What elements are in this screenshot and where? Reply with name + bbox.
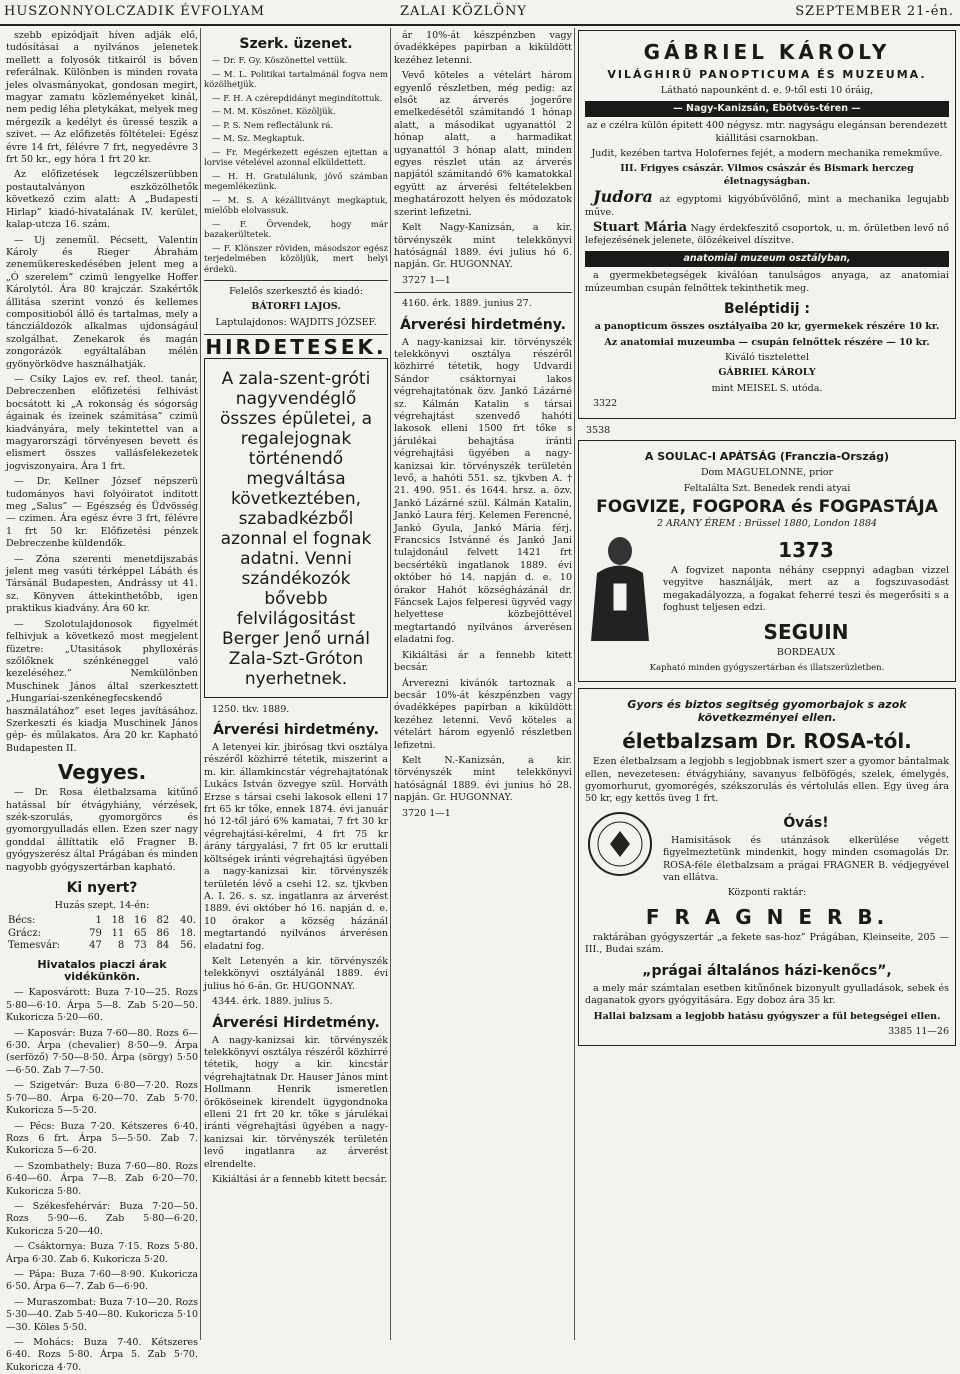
paragraph: Az előfizetések legczélszerübben postautalványon eszközölhetők következő czim alatt: A „Budapesti Hirlap” kiadó-hivatalának IV. kerület, kalap-utcza 16. szám. [6, 169, 198, 231]
column-2 [204, 30, 388, 1340]
ad-brand: F R A G N E R B. [645, 904, 889, 929]
ad-box-inn [204, 358, 388, 698]
editor-name: BÁTORFI LAJOS. [251, 301, 341, 313]
market-item: — Muraszombat: Buza 7·10—20. Rozs 5·30—40. Zab 5·40—80. Kukoricza 5·10—30. Köles 5·50. [6, 1296, 198, 1333]
case-number: 3322 [593, 398, 618, 410]
table-row: Bécs: 1 18 16 82 40. [8, 915, 196, 927]
market-item: — Mohács: Buza 7·40. Kétszeres 6·40. Rozs 5·80. Árpa 5. Zab 5·70. Kukoricza 4·70. [6, 1337, 198, 1373]
ad-heading: „prágai általános házi-kenőcs”, [642, 962, 892, 979]
ad-product: FOGVIZE, FOGPORA és FOGPASTÁJA [596, 497, 938, 518]
column-divider [200, 28, 201, 1340]
ad-price: Az anatomiai muzeumba — csupán felnőttek részére — 10 kr. [604, 336, 930, 348]
ad-awards: 2 ARANY ÉREM : Brüssel 1880, London 1884 [656, 517, 878, 529]
case-number: 4344. érk. 1889. julius 5. [212, 996, 333, 1008]
paragraph: szebb epizódjait híven adják elő, tudósításai a nyilvános jelenetek mellett a folyosók titkairól is bőven referálnak. Különben is minden rovata jeles olvasmányokat, gondosan megirt, magyar zamatu közleményeket kinál, nem pedig léha pletykákat, melyek meg mérgezik a kedélyt és üressé teszik a szivet. — Az előfizetés föltételei: Egész évre 14 frt, félévre 7 frt, negyedévre 3 frt 50 kr., egy hóra 1 frt 20 kr. [6, 30, 198, 166]
case-number: 1250. tkv. 1889. [212, 703, 290, 715]
section-title-auction-2: Árverési Hirdetmény. [212, 1014, 380, 1031]
paragraph: Kikiáltási ár a fennebb kitett becsár. [394, 649, 572, 674]
case-number: 4160. érk. 1889. junius 27. [402, 298, 532, 310]
owner-line: Laptulajdonos: WAJDITS JÓZSEF. [215, 316, 377, 328]
column-3 [394, 30, 572, 1340]
ad-body [585, 533, 949, 662]
editor-messages [204, 56, 388, 275]
section-title-auction-1: Árverési hirdetmény. [213, 722, 379, 739]
list-item: — Dr. F. Gy. Köszönettel vettük. [212, 56, 348, 66]
ad-heading: Gyors és biztos segitség gyomorbajok s azok következményei ellen. [627, 698, 907, 724]
list-item: — H. H. Gratulálunk, jövő számban megemlékezünk. [204, 171, 388, 192]
ad-text: Stuart Mária Nagy érdekfeszitő csoportok, u. m. őrületben levő nő lefejezésének jelenete, ölözékeivel díszitve. [585, 220, 949, 247]
ad-highlight: Judora [593, 187, 653, 207]
ad-signature: GÁBRIEL KÁROLY [718, 367, 816, 379]
ad-body [585, 809, 949, 888]
ad-text: A zala-szent-gróti nagyvendéglő összes épületei, a regalejognak történendő megváltása következtében, szabadkézből azonnal el fognak adatni. Venni szándékozók bővebb felvilágositást Berger Jenő urnál Zala-Szt-Gróton nyerhetnek. [219, 368, 373, 689]
ad-text: mint MEISEL S. utóda. [711, 382, 823, 394]
paragraph: — Zóna szerenti menetdijszabás jelent meg vasúti térképpel Lábáth és Társánál Budapesten, Andrássy ut 41. sz. Könyven áttekinthetőbb, igen praktikus kiadvány. Ára 60 kr. [6, 553, 198, 615]
ad-highlight: Stuart Mária [593, 220, 688, 236]
list-item: — M. Sz. Megkaptuk. [212, 134, 305, 144]
ad-city: BORDEAUX [776, 646, 836, 658]
divider [204, 280, 388, 281]
ad-text: Kiváló tisztelettel [724, 351, 810, 363]
ad-text: Feltalálta Szt. Benedek rendi atyai [683, 482, 851, 494]
paragraph: A nagy-kanizsai kir. törvényszék telekkönyvi osztálya részéről közhirré tétetik, hogy a kir. kincstár végrehajtatnak Dr. Hauser János mint Hollmann Henrik ismeretlen örököseinek kirendelt ügygondnoka elleni 21 frt 20 kr. tőke s járulékai iránti végrehajtási ügyében a nagy-kanizsai kir. törvényszék területén levő ingatlanra az árverést elrendelte. [204, 1034, 388, 1170]
section-title-market-prices: Hivatalos piaczi árak vidékünkön. [37, 957, 167, 984]
list-item: — M. S. A kézállitványt megkaptuk, mielőbb elolvassuk. [204, 195, 388, 216]
section-title-hirdetesek: HIRDETESEK. [205, 335, 387, 360]
market-item: — Kaposvár: Buza 7·60—80. Rozs 6—6·30. Árpa (chevalier) 8·50—9. Árpa (serföző) 7·50—8·50. Árpa (sörgy) 5·50—6·50. Zab 7—7·50. [6, 1027, 198, 1076]
page-header [0, 0, 960, 26]
ad-text: Judora az egyptomi kigyóbűvölőnő, mint a mechanika legujabb műve. [585, 187, 949, 218]
paragraph: Árverezni kivánók tartoznak a becsár 10%-át készpénzben vagy óvadékképes papirban a kiküldött kezéhez letenni. Vevő köteles a vételárt három egyenlő részletben lefizetni. [394, 677, 572, 751]
ad-text: Kapható minden gyógyszertárban és illatszerüzletben. [649, 663, 885, 673]
market-item: — Pápa: Buza 7·60—8·90. Kukoricza 6·50. Árpa 6—7. Zab 6—6·90. [6, 1268, 198, 1293]
lottery-table [6, 915, 198, 952]
table-row: Grácz: 79 11 65 86 18. [8, 927, 196, 939]
section-title-editor-messages: Szerk. üzenet. [239, 36, 353, 52]
ad-text: Ezen életbalzsam a legjobb s legjobbnak ismert szer a gyomor bántalmak ellen, nevezetesen: étvágyhiány, savanyus felböfögés, szelek, émelygés, gyomorhurut, gyomorégés, székszorulás és vértolulás ellen. Egy üveg ára 50 kr, egy kettős üveg 1 frt. [585, 756, 949, 805]
ad-title: életbalzsam Dr. ROSA-tól. [622, 729, 912, 754]
ad-text: Judit, kezében tartva Holofernes fejét, a modern mechanika remekműve. [591, 148, 943, 160]
ad-title: A SOULAC-I APÁTSÁG (Franczia-Ország) [644, 449, 890, 463]
paragraph: Kikiáltási ár a fennebb kitett becsár. [212, 1174, 388, 1186]
ad-heading: Beléptidij : [723, 301, 811, 318]
paragraph: — Dr. Kellner József népszerü tudományos havi folyóiratot inditott meg „Salus” — Egészség és Üdvösség — czimen. Ára egész évre 3 frt, félévre 1 frt 50 kr. Előfizetési pénzek Debreczenbe küldendők. [6, 476, 198, 550]
market-item: — Szombathely: Buza 7·60—80. Rozs 6·40—60. Árpa 7—8. Zab 6·20—70. Kukoricza 5·80. [6, 1160, 198, 1197]
header-left: HUSZONNYOLCZADIK ÉVFOLYAM [4, 4, 265, 19]
ad-box-rosa [578, 688, 956, 1046]
paragraph: — Uj zeneműl. Pécsett, Valentin Károly és Rieger Ábrahám zenemükereskedésében jelent meg a „Ó szerelem” czimü lengyelke Hoffer Károlytól. Ára 80 krajczár. Szakértők állitása szerint vonzó és kellemes compositioból álló és tartalmas, mely a táncziáldozók alkalmas ujdonságául szolgálhat. Zenekarok és magán zongorázók egyáltalában mélén gyönyörködve használhatják. [6, 234, 198, 370]
ad-text: A fogvizet naponta néhány cseppnyi adagban vizzel vegyitve használják, mert az a fogszuvasodást megakadályozza, a fogakat feherré teszi és megerősiti s a foghust teljesen edzi. [663, 564, 949, 614]
paragraph: Vevő köteles a vételárt három egyenlő részletben, még pedig: az elsőt az árverés jogerőre emelkedésétől számitandó 1 hónap alatt, a másodikat ugyanattól 2 hónap alatt, a harmadikat ugyanattól 3 hónap alatt, minden egyes részlet után az árverés napjától számitandó 6% kamatokkal együtt az árverési feltételekben meghatározott helyen és módozatok szerint lefizetni. [394, 70, 572, 218]
paragraph: A letenyei kir. jbirósag tkvi osztálya részéről közhirré tétetik, miszerint a m. kir. államkincstár végrehajtatónak Lukács István özvegye szül. Horváth Erzse s társai csehi lakosok elleni 17 frt 65 kr tőke, ennek 1874. évi január hó 12-től járó 6% kamatai, 7 frt 30 kr végrehajtási-kérelmi, 4 frt 75 kr árány tárgyalási, 7 frt 05 kr eruttali költségek iránti végrehajtási ügyében a nagy-kanizsai kir. törvényszék területén lévő a csehi 12. sz. tjkvben A. I. 26. s. sz. ingatlanra az árverést 1889. évi október hó 16. napján d. e. 10 órakor a község házánál megtartandó nyilvános árverésen eladatni fog. [204, 742, 388, 952]
list-item: — F. Örvendek, hogy már bazakerültetek. [204, 219, 388, 240]
ad-text: III. Frigyes császár. Vilmos császár és Bismark herczeg életnagyságban. [620, 163, 914, 187]
seal-icon [585, 809, 655, 879]
market-item: — Szigetvár: Buza 6·80—7·20. Rozs 5·70—80. Árpa 6·20—70. Zab 5·70. Kukoricza 5—5·20. [6, 1080, 198, 1117]
ad-text: a mely már számtalan esetben kitűnőnek bizonyult gyulladások, sebek és daganatok gyors gyógyitására. Egy doboz ára 35 kr. [585, 982, 949, 1007]
section-title-vegyes: Vegyes. [57, 760, 147, 785]
case-number: 3538 [586, 424, 611, 436]
ad-banner: — Nagy-Kanizsán, Ebötvös-téren — [585, 101, 949, 117]
column-divider [390, 28, 391, 1340]
ad-text: az e czélra külön épitett 400 négysz. mtr. nagyságu elegánsan berendezett kiállitási csarnokban. [586, 120, 948, 144]
case-number: 3727 1—1 [402, 274, 451, 286]
ad-heading: Óvás! [783, 814, 829, 831]
table-row: Temesvár: 47 8 73 84 56. [8, 940, 196, 952]
paragraph: — Csiky Lajos ev. ref. theol. tanár, Debreczenben előfizetési felhivást bocsátott ki „A rokonság és sógorság ágainak és izeinek számitása” czimü kiadványára, mely tekintettel van a magyarországi törvényesen bevett és elismert összes vallásfelekezetek jogviszonyaira. Ára 1 frt. [6, 373, 198, 472]
editor-label: Felelős szerkesztő és kiadó: [229, 286, 363, 297]
list-item: — F. H. A czérepdidányt megindítottuk. [212, 93, 383, 104]
ad-text: Hamisitások és utánzások elkerülése végett figyelmeztetünk mindenkit, hogy minden csomagolás Dr. ROSA-féle életbalzsam a prágai FRAGNER B. védjegyével van ellátva. [663, 834, 949, 884]
list-item: — F. Klönszer röviden, másodszor egész terjedelmében közöljük, mert helyi érdekü. [204, 243, 388, 275]
header-right: SZEPTEMBER 21-én. [795, 4, 954, 19]
paragraph: Kelt Letenyén a kir. törvényszék telekkönyvi osztályánál 1889. évi julius hó 6-án. Gr. HUGONNAY. [204, 955, 388, 992]
market-item: — Pécs: Buza 7·20. Kétszeres 6·40. Rozs 6 frt. Árpa 5—5·50. Zab 7. Kukoricza 5—6·20. [6, 1120, 198, 1157]
ad-text: a gyermekbetegségek kiválóan tanulságos anyaga, az anatomiai múzeumban csupán felnőttek tekinthetik meg. [585, 270, 949, 294]
list-item: — M. M. Köszönet. Közöljük. [212, 107, 336, 117]
ad-box-panopticum [578, 30, 956, 419]
ad-text: Hallai balzsam a legjobb hatásu gyógyszer a fül betegségei ellen. [593, 1010, 941, 1022]
ad-title: GÁBRIEL KÁROLY [643, 40, 891, 64]
ad-price: a panopticum összes osztályaiba 20 kr, gyermekek részére 10 kr. [594, 321, 940, 333]
section-title-auction-3: Árverési hirdetmény. [400, 316, 566, 333]
section-title-ki-nyert: Ki nyert? [66, 880, 138, 896]
ad-text: Dom MAGUELONNE, prior [700, 467, 834, 479]
column-4 [578, 30, 956, 1340]
paragraph: A nagy-kanizsai kir. törvényszék telekkönyvi osztálya részéről közhirré tétetik, hogy Udvardi Sándor csáktornyai lakos végrehajtatónak özv. Jankó Lázárné sz. Kálmán Katalin s társai végrehajtást szenvedő hahóti lakosok elleni 1500 frt tőke s járulékai behajtása iránti végrehajtási ügyében a nagy-kanizsai kir. törvényszék területén levő, a hahóti 551. sz. tjkvben A. † 21. 490. 951. és 1644. hrsz. a. özv. Jankó Lázárné szül. Kálmán Katalin, Jankó Laura férj. Kelemen Ferencné, Jankó Gyula, Jankó Mária férj. Francsics Istvánné és Jankó Jani tulajdonául felvett 1421 frt becsértékü ingatlanok 1889. évi október hó 14. napján d. e. 10 órakor Hahót községházánál dr. Fáncsek Lajos felperesi ügyvéd vagy helyettese közbejöttével megtartandó nyilvános árverésen eladatni fog. [394, 336, 572, 646]
market-item: — Székesfehérvár: Buza 7·20—50. Rozs 5·90—6. Zab 5·80—6·20. Kukoricza 5·20—40. [6, 1200, 198, 1237]
draw-date: Huzás szept. 14-én: [54, 900, 150, 911]
paragraph: ár 10%-át készpénzben vagy óvadékképes papirban a kiküldött kezéhez letenni. [394, 30, 572, 66]
ad-text: raktárában gyógyszertár „a fekete sas-hoz” Prágában, Kleinseite, 205 — III., Budai szám. [585, 931, 949, 956]
paragraph: Kelt Nagy-Kanizsán, a kir. törvényszék mint telekkönyvi hatóságnál 1889. évi julius hó 6. napján. Gr. HUGONNAY. [394, 222, 572, 271]
ad-banner: anatomiai muzeum osztályban, [585, 251, 949, 267]
list-item: — M. L. Politikai tartalmánál fogva nem közölhetjük. [204, 69, 388, 90]
case-number: 3720 1—1 [402, 807, 451, 819]
column-1 [6, 30, 198, 1373]
market-item: — Kaposvárott: Buza 7·10—25. Rozs 5·80—6·10. Árpa 5—8. Zab 5·20—50. Kukoricza 5·20—60. [6, 987, 198, 1024]
ad-box-fogviz [578, 440, 956, 682]
list-item: — Fr. Megérkezett egészen ejtettan a lorvise vételével azonnal elküldettett. [204, 147, 388, 168]
paragraph: — Szolotulajdonosok figyelmét felhivjuk a következő most megjelent füzetre: „Utasitások phylloxérás szőlőknek szénkéneggel való kezeléséhez.” Nemkülönben Muschinek János által szerkesztett „Hungariai-szenkénegfecskendő használatához” eset leges javításához. Szerkeszti és kiadja Muschinek János gép- és műlakatos. Ára 20 kr. Kapható Budapesten II. [6, 618, 198, 754]
paragraph: Kelt N.-Kanizsán, a kir. törvényszék mint telekkönyvi hatóságnál 1889. évi junius hó 28. napján. Gr. HUGONNAY. [394, 754, 572, 804]
divider [394, 292, 572, 293]
ad-text: Központi raktár: [727, 887, 807, 899]
market-item: — Csáktornya: Buza 7·15. Rozs 5·80. Árpa 6·30. Zab 6. Kukoricza 5·20. [6, 1241, 198, 1265]
paragraph: — Dr. Rosa életbalzsama kitűnő hatással bír étvágyhiány, vérzések, szék-szorulás, gyomorgörcs és gyomorgyulladás ellen. Ezen szer nagy gonddal állíttatik elő Fragner B. gyógyszerész által Prágában és minden nagyobb gyógyszertárban kapható. [6, 787, 198, 873]
ad-text: Látható napounként d. e. 9-től esti 10 óráig, [660, 85, 874, 97]
monk-figure-icon [585, 533, 655, 643]
ad-year: 1373 [778, 537, 834, 562]
header-center: ZALAI KÖZLÖNY [400, 4, 528, 19]
ad-subtitle: VILÁGHIRÜ PANOPTICUMA ÉS MUZEUMA. [607, 68, 927, 81]
column-divider [574, 28, 575, 1340]
case-number: 3385 11—26 [888, 1025, 949, 1037]
ad-brand: SEGUIN [763, 619, 849, 644]
list-item: — P. S. Nem reflectálunk rá. [212, 120, 334, 131]
